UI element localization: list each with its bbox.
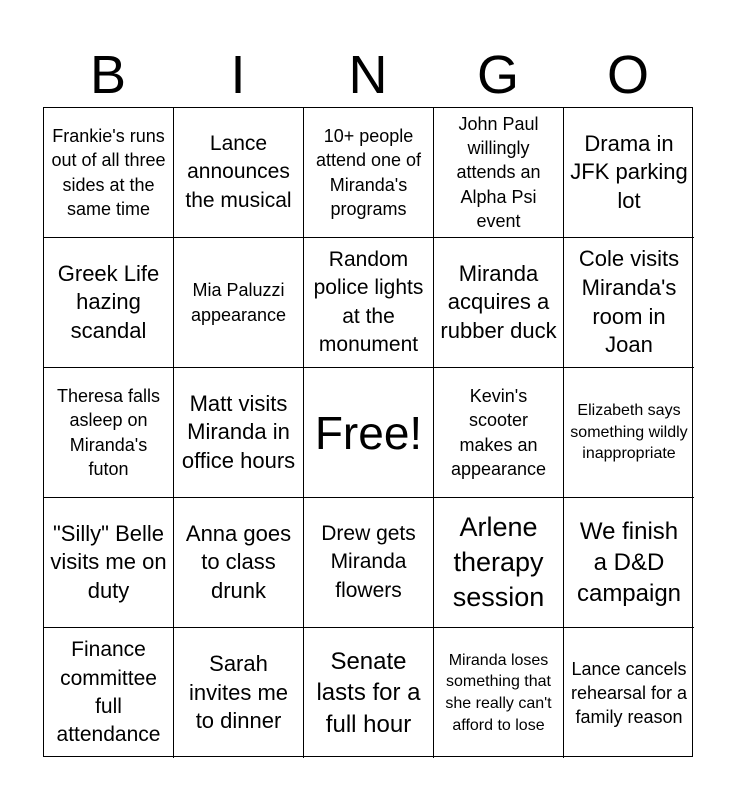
bingo-cell[interactable]: "Silly" Belle visits me on duty <box>44 498 174 628</box>
bingo-cell[interactable]: Mia Paluzzi appearance <box>174 238 304 368</box>
bingo-cell[interactable]: Kevin's scooter makes an appearance <box>434 368 564 498</box>
bingo-cell[interactable]: Miranda acquires a rubber duck <box>434 238 564 368</box>
bingo-cell[interactable]: Sarah invites me to dinner <box>174 628 304 758</box>
bingo-cell[interactable]: John Paul willingly attends an Alpha Psi event <box>434 108 564 238</box>
bingo-cell[interactable]: Drama in JFK parking lot <box>564 108 694 238</box>
header-letter-n: N <box>348 45 388 105</box>
bingo-cell[interactable]: Greek Life hazing scandal <box>44 238 174 368</box>
bingo-cell[interactable]: We finish a D&D campaign <box>564 498 694 628</box>
bingo-header <box>43 44 693 106</box>
bingo-cell[interactable]: Cole visits Miranda's room in Joan <box>564 238 694 368</box>
bingo-cell[interactable]: Senate lasts for a full hour <box>304 628 434 758</box>
bingo-cell[interactable]: Lance announces the musical <box>174 108 304 238</box>
bingo-cell[interactable]: Random police lights at the monument <box>304 238 434 368</box>
bingo-cell[interactable]: Frankie's runs out of all three sides at the same time <box>44 108 174 238</box>
free-space[interactable]: Free! <box>304 368 434 498</box>
bingo-cell[interactable]: Drew gets Miranda flowers <box>304 498 434 628</box>
bingo-cell[interactable]: Theresa falls asleep on Miranda's futon <box>44 368 174 498</box>
bingo-cell[interactable]: 10+ people attend one of Miranda's programs <box>304 108 434 238</box>
header-letter-i: I <box>230 45 246 105</box>
bingo-cell[interactable]: Lance cancels rehearsal for a family reason <box>570 658 688 728</box>
header-letter-o: O <box>606 45 649 105</box>
bingo-cell[interactable]: Miranda loses something that she really can't afford to lose <box>434 628 564 758</box>
bingo-cell[interactable]: Anna goes to class drunk <box>174 498 304 628</box>
bingo-cell[interactable]: Arlene therapy session <box>434 498 564 628</box>
header-letter-g: G <box>476 45 519 105</box>
bingo-cell[interactable]: Matt visits Miranda in office hours <box>174 368 304 498</box>
header-letter-b: B <box>89 45 127 105</box>
bingo-cell[interactable]: Finance committee full attendance <box>44 628 174 758</box>
bingo-cell[interactable]: Elizabeth says something wildly inappropriate <box>564 368 694 498</box>
bingo-board <box>43 107 693 757</box>
